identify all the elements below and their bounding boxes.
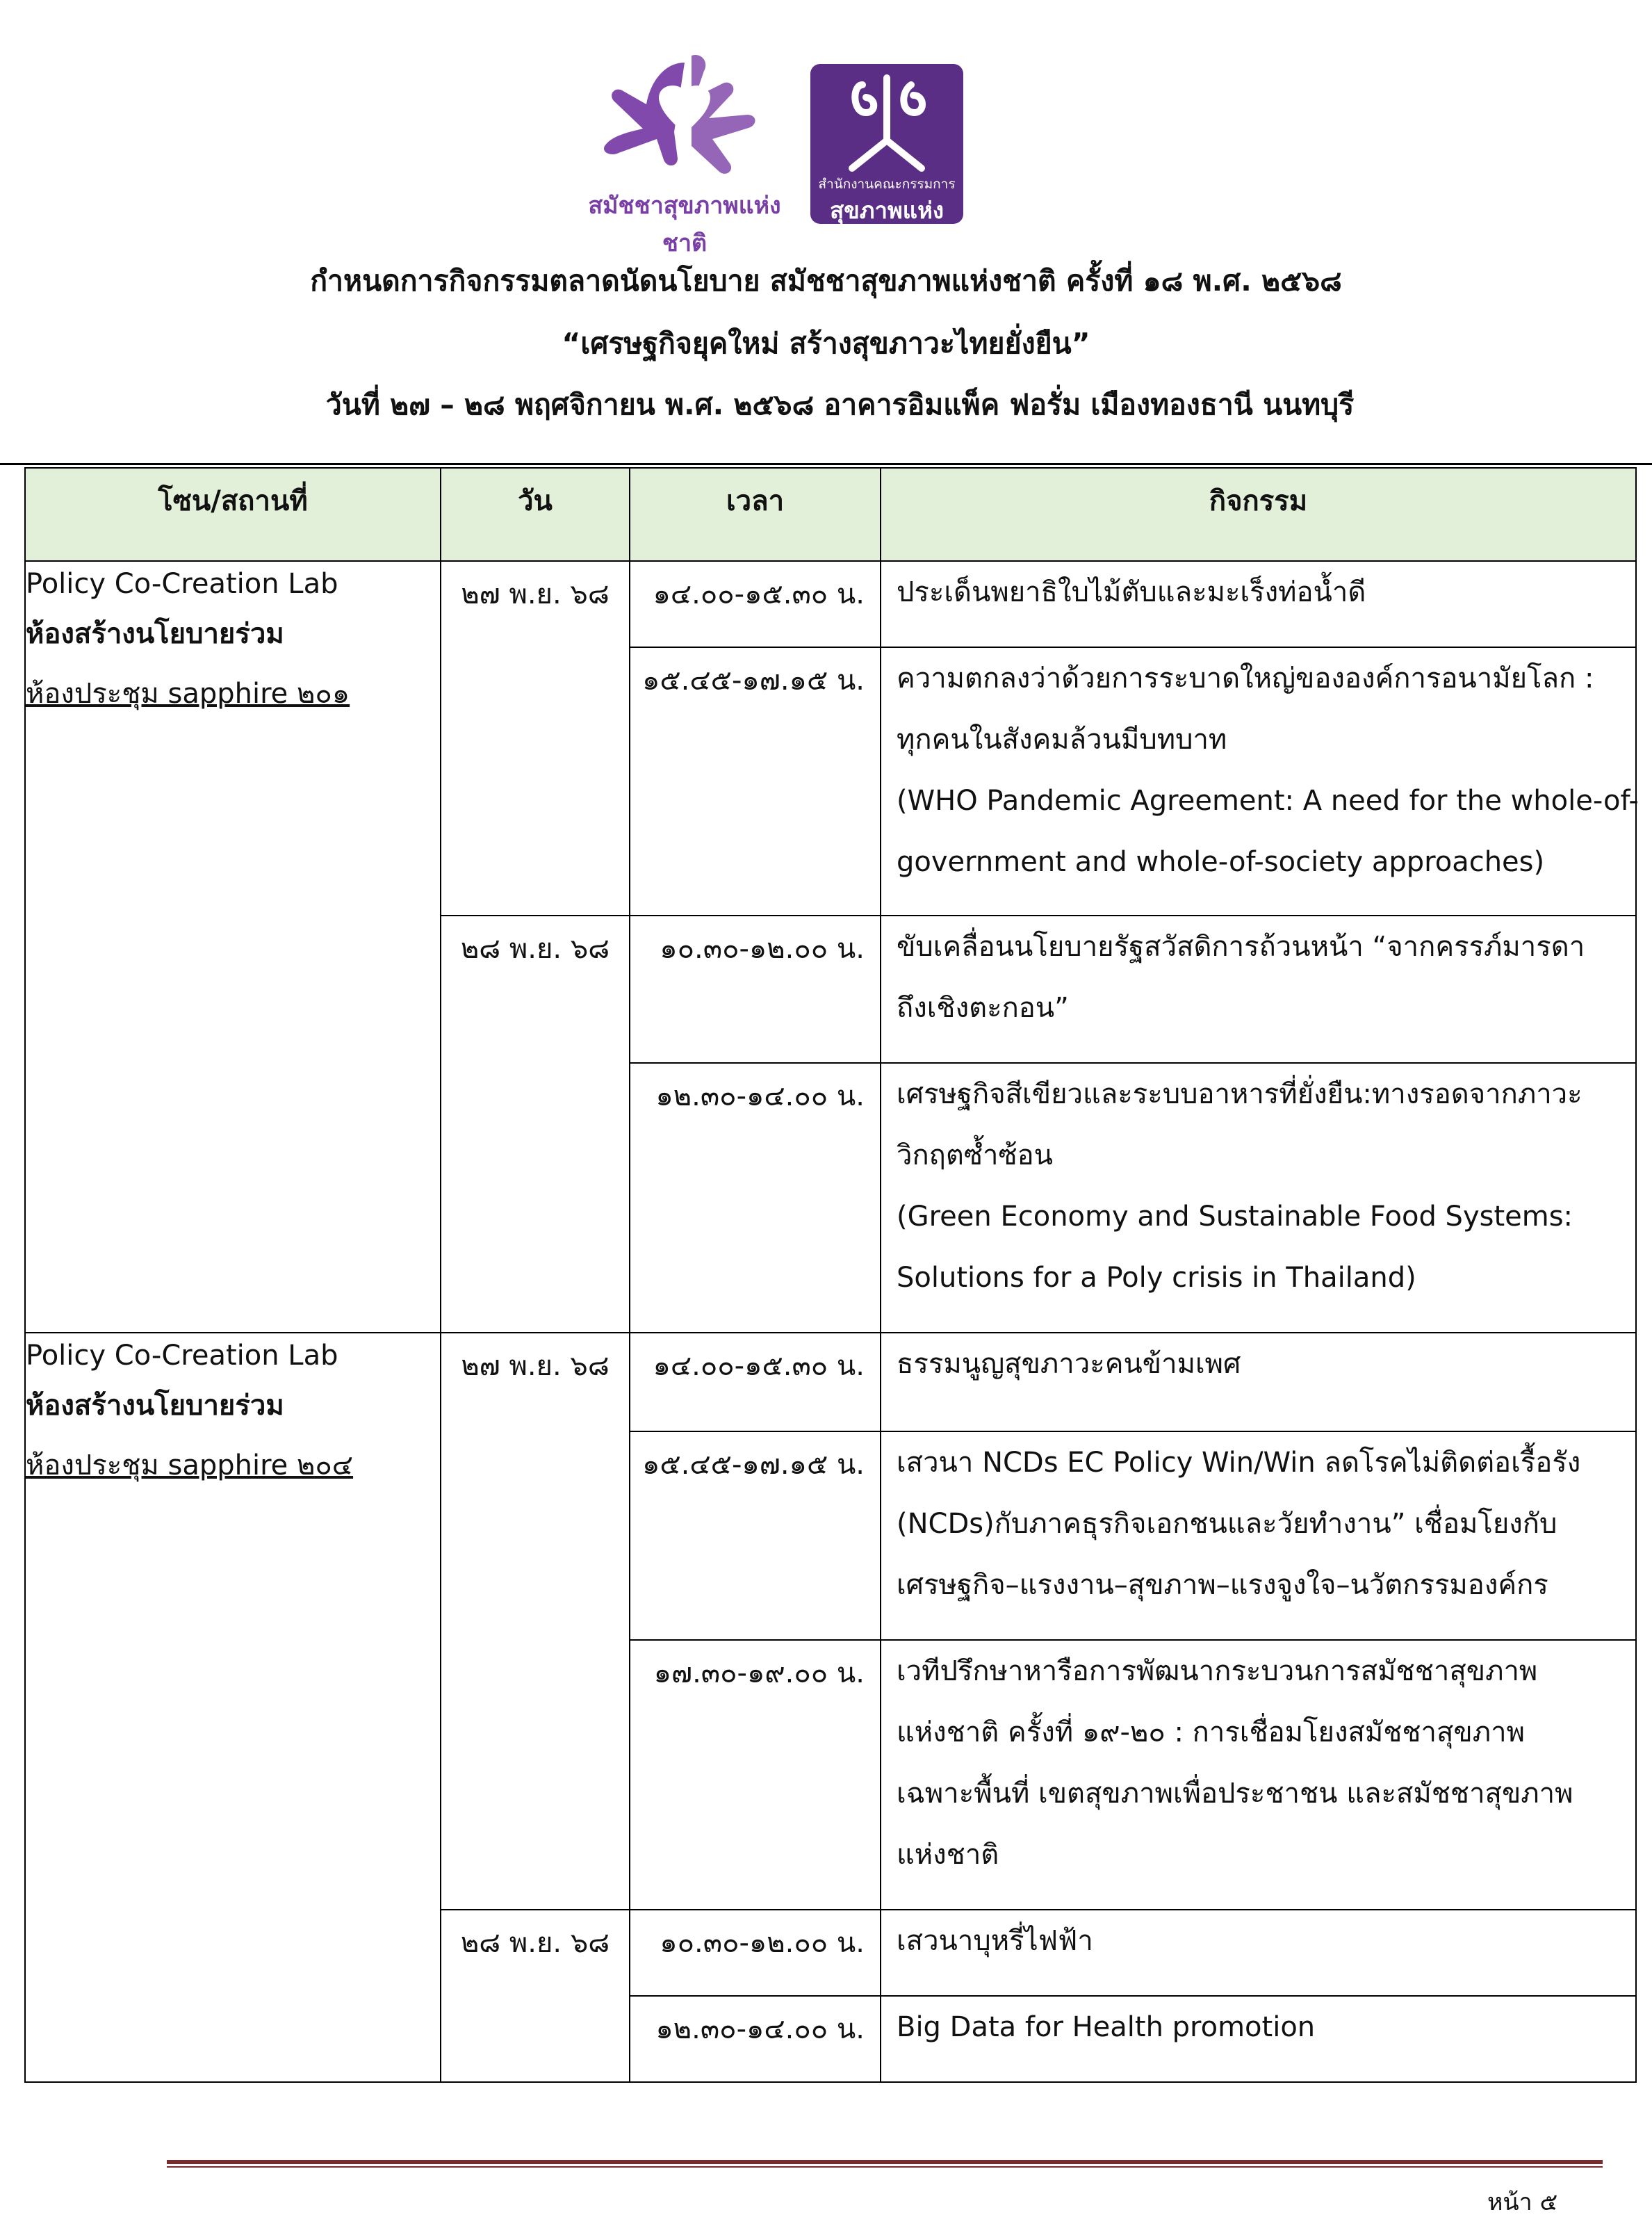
time-cell: ๑๗.๓๐-๑๙.๐๐ น.	[630, 1640, 881, 1910]
zone-subtitle: ห้องสร้างนโยบายร่วม	[26, 618, 284, 650]
activity-cell	[881, 916, 1636, 1063]
activity-line: ทุกคนในสังคมล้วนมีบทบาท	[897, 724, 1227, 756]
activity-line: เสวนา NCDs EC Policy Win/Win ลดโรคไม่ติดต่อเรื้อรัง	[897, 1447, 1581, 1479]
table-row	[25, 561, 1636, 647]
col-header-time: เวลา	[630, 468, 881, 561]
day-cell: ๒๘ พ.ย. ๖๘	[441, 1910, 630, 2082]
schedule-table	[24, 467, 1637, 2083]
activity-cell	[881, 561, 1636, 647]
col-header-zone: โซน/สถานที่	[25, 468, 441, 561]
activity-cell	[881, 1333, 1636, 1431]
schedule-theme: “เศรษฐกิจยุคใหม่ สร้างสุขภาวะไทยยั่งยืน”	[562, 327, 1090, 360]
zone-room-link[interactable]: ห้องประชุม sapphire ๒๐๑	[26, 678, 350, 710]
day-cell: ๒๗ พ.ย. ๖๘	[441, 561, 630, 916]
assembly-logo	[580, 49, 789, 257]
nhco-logo-line1: สำนักงานคณะกรรมการ	[818, 177, 956, 192]
time-cell: ๑๕.๔๕-๑๗.๑๕ น.	[630, 647, 881, 916]
activity-line: เวทีปรึกษาหารือการพัฒนากระบวนการสมัชชาสุขภาพ	[897, 1655, 1538, 1687]
zone-room-link[interactable]: ห้องประชุม sapphire ๒๐๔	[26, 1449, 354, 1481]
nhco-logo	[810, 64, 963, 261]
time-cell: ๑๕.๔๕-๑๗.๑๕ น.	[630, 1431, 881, 1640]
activity-line: แห่งชาติ ครั้งที่ ๑๙-๒๐ : การเชื่อมโยงสมัชชาสุขภาพ	[897, 1716, 1525, 1748]
zone-name: Policy Co-Creation Lab	[26, 1340, 338, 1372]
zone-cell-201	[25, 561, 441, 1333]
activity-line: วิกฤตซ้ำซ้อน	[897, 1139, 1053, 1171]
activity-cell	[881, 1640, 1636, 1910]
activity-line: แห่งชาติ	[897, 1839, 999, 1871]
activity-line: Solutions for a Poly crisis in Thailand)	[897, 1262, 1416, 1294]
col-header-activity: กิจกรรม	[881, 468, 1636, 561]
time-cell: ๑๔.๐๐-๑๕.๓๐ น.	[630, 1333, 881, 1431]
table-header-row	[25, 468, 1636, 561]
schedule-title: กำหนดการกิจกรรมตลาดนัดนโยบาย สมัชชาสุขภาพแห่งชาติ ครั้งที่ ๑๘ พ.ศ. ๒๕๖๘	[310, 264, 1342, 298]
time-cell: ๑๔.๐๐-๑๕.๓๐ น.	[630, 561, 881, 647]
activity-line: เศรษฐกิจ–แรงงาน–สุขภาพ–แรงจูงใจ–นวัตกรรมองค์กร	[897, 1569, 1548, 1601]
table-row	[25, 1333, 1636, 1431]
activity-line: (NCDs)กับภาคธุรกิจเอกชนและวัยทำงาน” เชื่อมโยงกับ	[897, 1508, 1557, 1540]
time-cell: ๑๒.๓๐-๑๔.๐๐ น.	[630, 1996, 881, 2082]
time-cell: ๑๒.๓๐-๑๔.๐๐ น.	[630, 1063, 881, 1333]
day-cell: ๒๗ พ.ย. ๖๘	[441, 1333, 630, 1910]
top-divider	[0, 463, 1652, 465]
zone-subtitle: ห้องสร้างนโยบายร่วม	[26, 1390, 284, 1422]
activity-cell	[881, 1431, 1636, 1640]
activity-cell	[881, 1063, 1636, 1333]
activity-line: ขับเคลื่อนนโยบายรัฐสวัสดิการถ้วนหน้า “จากครรภ์มารดา	[897, 931, 1585, 963]
col-header-day: วัน	[441, 468, 630, 561]
activity-cell	[881, 647, 1639, 916]
activity-line: ความตกลงว่าด้วยการระบาดใหญ่ขององค์การอนามัยโลก :	[897, 663, 1594, 694]
activity-cell	[881, 1996, 1636, 2082]
activity-line: ถึงเชิงตะกอน”	[897, 992, 1069, 1024]
time-cell: ๑๐.๓๐-๑๒.๐๐ น.	[630, 916, 881, 1063]
activity-line: ธรรมนูญสุขภาวะคนข้ามเพศ	[897, 1348, 1241, 1380]
activity-line: เสวนาบุหรี่ไฟฟ้า	[897, 1925, 1093, 1957]
activity-line: (Green Economy and Sustainable Food Systems:	[897, 1201, 1573, 1233]
page-number: หน้า ๕	[1487, 2188, 1558, 2216]
day-cell: ๒๘ พ.ย. ๖๘	[441, 916, 630, 1333]
time-cell: ๑๐.๓๐-๑๒.๐๐ น.	[630, 1910, 881, 1996]
activity-line: (WHO Pandemic Agreement: A need for the whole-of-	[897, 785, 1639, 817]
zone-cell-204	[25, 1333, 441, 2082]
footer-rule-thin	[167, 2166, 1603, 2168]
activity-line: เฉพาะพื้นที่ เขตสุขภาพเพื่อประชาชน และสมัชชาสุขภาพ	[897, 1778, 1573, 1810]
nhco-logo-line2: สุขภาพแห่งชาติ	[830, 197, 944, 261]
activity-line: ประเด็นพยาธิใบไม้ตับและมะเร็งท่อน้ำดี	[897, 576, 1366, 608]
activity-cell	[881, 1910, 1636, 1996]
activity-line: Big Data for Health promotion	[897, 2011, 1316, 2043]
footer-rule-thick	[167, 2160, 1603, 2164]
zone-name: Policy Co-Creation Lab	[26, 568, 338, 600]
activity-line: เศรษฐกิจสีเขียวและระบบอาหารที่ยั่งยืน:ทางรอดจากภาวะ	[897, 1078, 1583, 1110]
schedule-date-venue: วันที่ ๒๗ – ๒๘ พฤศจิกายน พ.ศ. ๒๕๖๘ อาคารอิมแพ็ค ฟอรั่ม เมืองทองธานี นนทบุรี	[325, 388, 1355, 421]
nhco-emblem-icon	[810, 64, 963, 175]
hands-heart-icon	[580, 49, 789, 188]
activity-line: government and whole-of-society approaches)	[897, 846, 1545, 878]
assembly-logo-text: สมัชชาสุขภาพแห่งชาติ	[588, 192, 781, 257]
